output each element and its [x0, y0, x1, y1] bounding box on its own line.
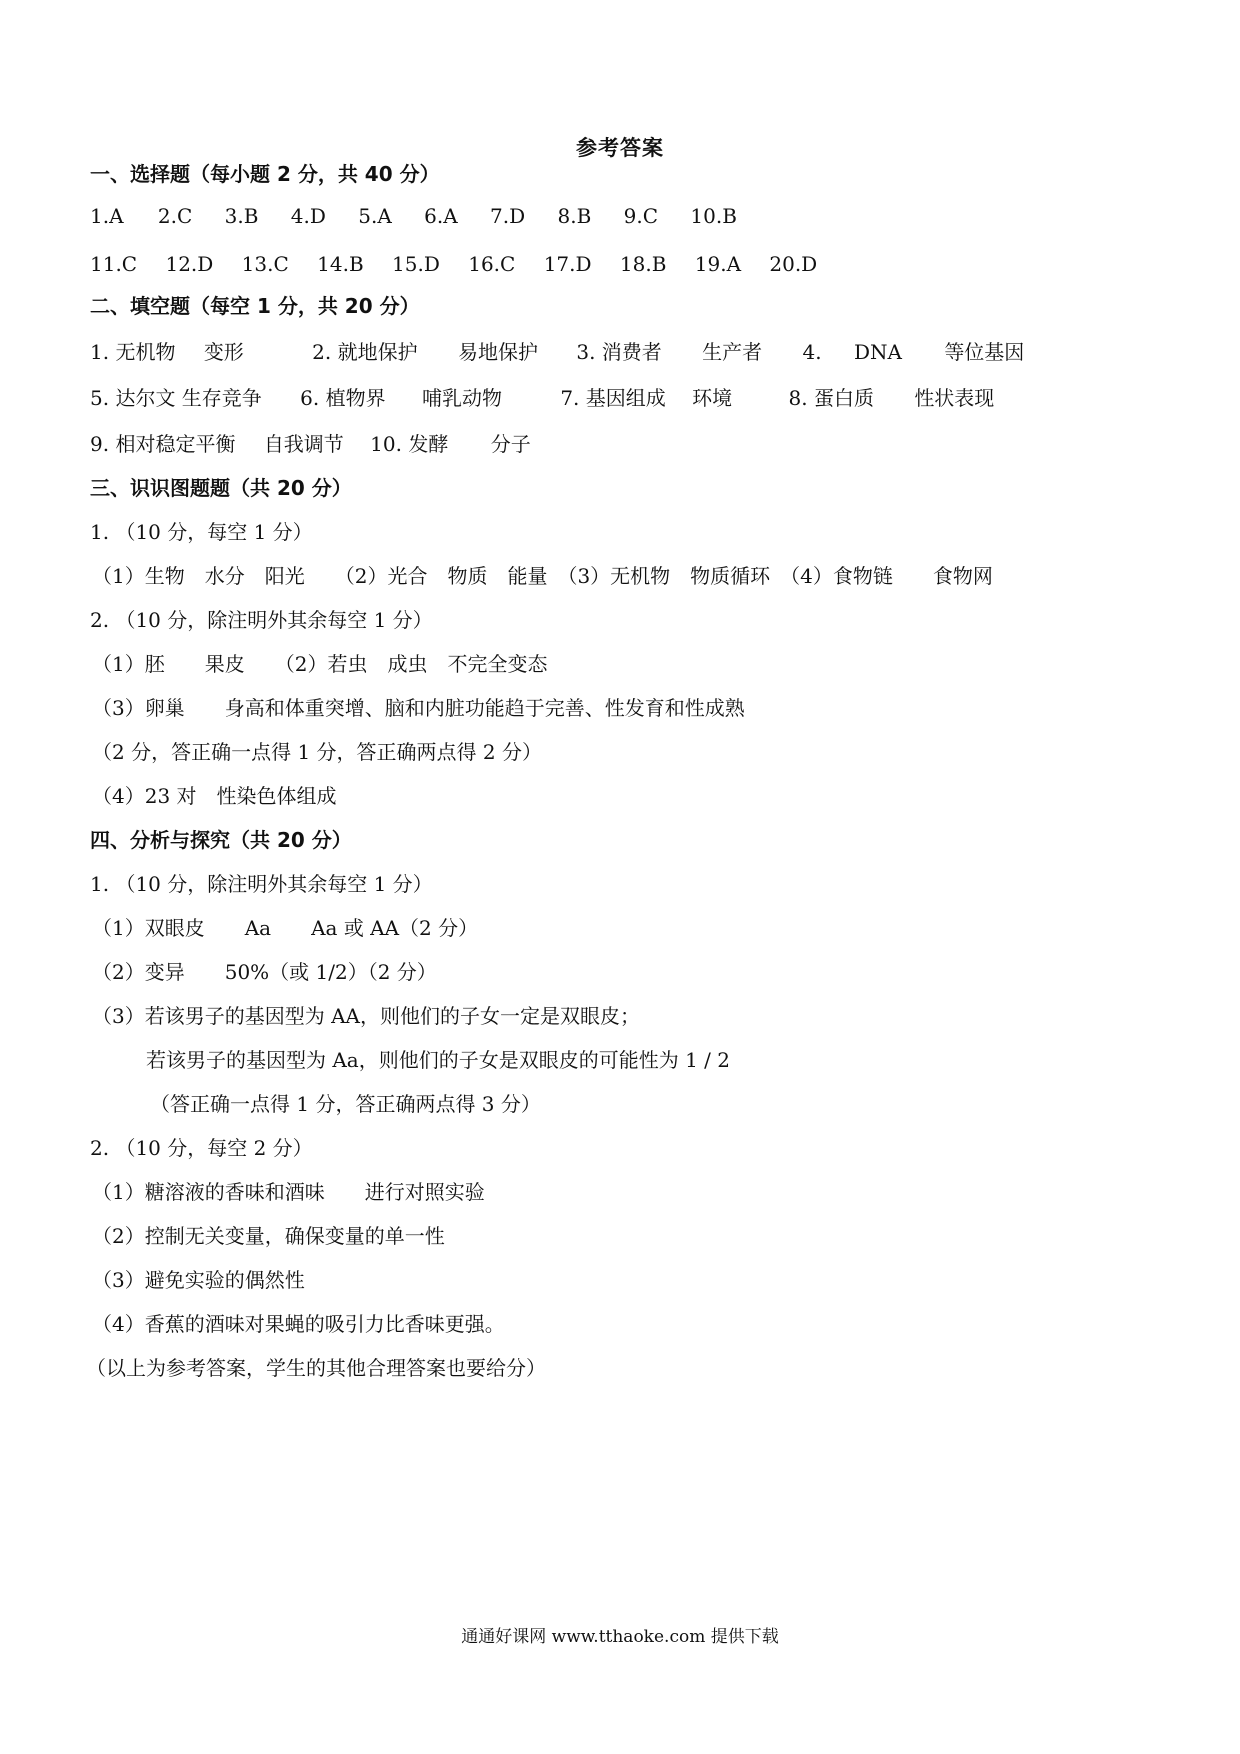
- answer-item: 1.A: [90, 204, 124, 228]
- answer-item: 16.C: [468, 252, 516, 276]
- answer-item: 9. 相对稳定平衡: [90, 432, 236, 456]
- text-line: （2）控制无关变量，确保变量的单一性: [92, 1224, 445, 1248]
- text-line: （答正确一点得 1 分，答正确两点得 3 分）: [150, 1092, 541, 1116]
- answer-item: 10. 发酵: [370, 432, 449, 456]
- answer-item: 17.D: [543, 252, 592, 276]
- text-line: （1）糖溶液的香味和酒味 进行对照实验: [92, 1180, 485, 1204]
- answer-item: 6.A: [424, 204, 458, 228]
- text-line: （4）香蕉的酒味对果蝇的吸引力比香味更强。: [92, 1312, 505, 1336]
- text-line: （3）避免实验的偶然性: [92, 1268, 305, 1292]
- text-line: 2. （10 分，除注明外其余每空 1 分）: [90, 608, 433, 632]
- answer-item: 2.C: [157, 204, 193, 228]
- answer-item: 分子: [490, 432, 531, 456]
- section-3-heading: 三、识识图题题（共 20 分）: [90, 476, 352, 500]
- answer-item: 2. 就地保护: [312, 340, 418, 364]
- fill-line-3: [90, 430, 531, 458]
- answer-item: 5.A: [358, 204, 392, 228]
- answer-item: 7. 基因组成: [560, 386, 666, 410]
- fill-line-2: [90, 384, 994, 412]
- choice-row-1: [90, 202, 737, 230]
- text-line: （1）双眼皮 Aa Aa 或 AA（2 分）: [92, 916, 479, 940]
- section-1-heading: 一、选择题（每小题 2 分，共 40 分）: [90, 162, 440, 186]
- text-line: 2. （10 分，每空 2 分）: [90, 1136, 313, 1160]
- answer-item: 3.B: [224, 204, 259, 228]
- answer-item: 19.A: [694, 252, 742, 276]
- section-4-heading: 四、分析与探究（共 20 分）: [90, 828, 352, 852]
- answer-item: 11.C: [90, 252, 138, 276]
- text-line: 1. （10 分，每空 1 分）: [90, 520, 313, 544]
- answer-item: 环境: [692, 386, 733, 410]
- answer-item: 自我调节: [263, 432, 344, 456]
- section-2-heading: 二、填空题（每空 1 分，共 20 分）: [90, 294, 420, 318]
- choice-row-2: [90, 250, 817, 278]
- answer-item: 3. 消费者: [576, 340, 662, 364]
- answer-item: 易地保护: [457, 340, 538, 364]
- answer-item: 18.B: [619, 252, 667, 276]
- answer-item: 20.D: [769, 252, 818, 276]
- page-footer: 通通好课网 www.tthaoke.com 提供下载: [461, 1627, 779, 1647]
- answer-item: 5. 达尔文 生存竞争: [90, 386, 262, 410]
- text-line: （2）变异 50%（或 1/2）（2 分）: [92, 960, 437, 984]
- answer-item: 4.: [802, 340, 822, 364]
- answer-item: 10.B: [690, 204, 737, 228]
- answer-item: DNA: [853, 340, 902, 364]
- answer-item: 9.C: [623, 204, 659, 228]
- text-line: 若该男子的基因型为 Aa，则他们的子女是双眼皮的可能性为 1 / 2: [146, 1048, 730, 1072]
- text-line: （1）胚 果皮 （2）若虫 成虫 不完全变态: [92, 652, 548, 676]
- answer-item: 性状表现: [914, 386, 995, 410]
- answer-item: 变形: [203, 340, 244, 364]
- answer-item: 13.C: [241, 252, 289, 276]
- answer-item: 6. 植物界: [300, 386, 386, 410]
- text-line: （以上为参考答案，学生的其他合理答案也要给分）: [86, 1356, 546, 1380]
- text-line: （3）若该男子的基因型为 AA，则他们的子女一定是双眼皮；: [92, 1004, 640, 1028]
- answer-item: 15.D: [392, 252, 440, 276]
- fill-line-1: [90, 338, 1024, 366]
- text-line: 1. （10 分，除注明外其余每空 1 分）: [90, 872, 433, 896]
- answer-item: 8. 蛋白质: [788, 386, 874, 410]
- answer-item: 14.B: [317, 252, 364, 276]
- text-line: （3）卵巢 身高和体重突增、脑和内脏功能趋于完善、性发育和性成熟: [92, 696, 745, 720]
- answer-item: 1. 无机物: [90, 340, 176, 364]
- answer-item: 生产者: [702, 340, 763, 364]
- answer-item: 7.D: [490, 204, 526, 228]
- text-line: （2 分，答正确一点得 1 分，答正确两点得 2 分）: [92, 740, 542, 764]
- text-line: （1）生物 水分 阳光 （2）光合 物质 能量 （3）无机物 物质循环 （4）食物链 食物网: [92, 564, 993, 588]
- answer-item: 8.B: [557, 204, 592, 228]
- answer-item: 哺乳动物: [421, 386, 502, 410]
- page-title: 参考答案: [576, 135, 664, 160]
- text-line: （4）23 对 性染色体组成: [92, 784, 337, 808]
- answer-item: 等位基因: [944, 340, 1025, 364]
- answer-item: 4.D: [290, 204, 326, 228]
- answer-item: 12.D: [165, 252, 214, 276]
